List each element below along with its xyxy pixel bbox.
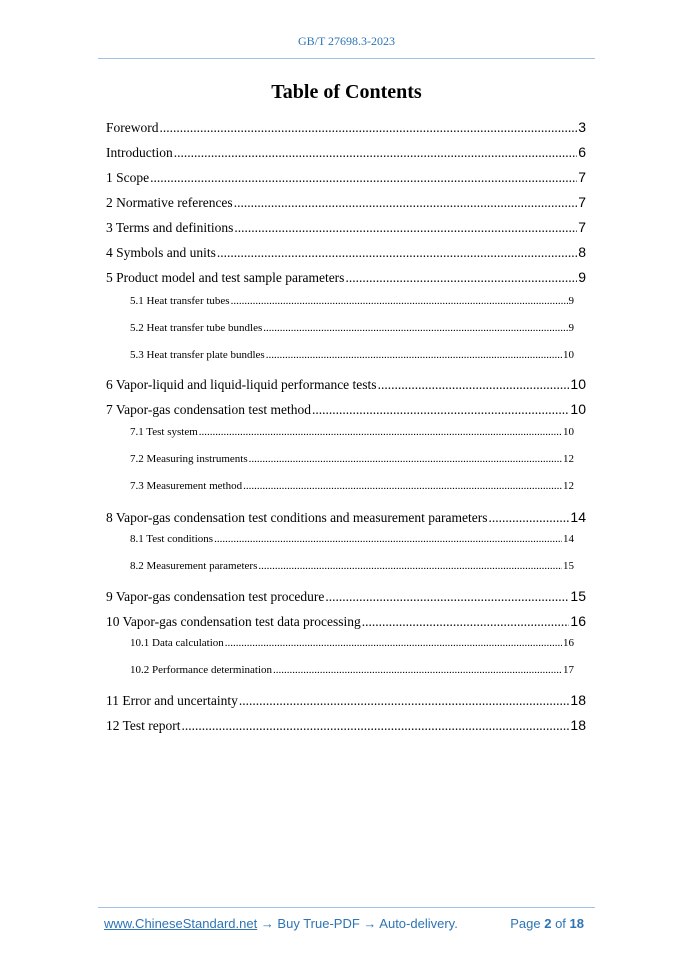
toc-page-number: 12 xyxy=(563,480,574,492)
toc-page-number: 8 xyxy=(578,244,586,260)
toc-page-number: 12 xyxy=(563,453,574,465)
toc-entry-7-3[interactable]: 7.3 Measurement method ..... 12 xyxy=(130,480,574,492)
toc-entry-data-processing[interactable]: 10 Vapor-gas condensation test data processing ..... 16 xyxy=(106,613,586,630)
toc-page-number: 16 xyxy=(570,613,586,629)
toc-page-number: 16 xyxy=(563,637,574,649)
page-footer xyxy=(104,916,584,931)
footer-promo xyxy=(104,916,458,931)
toc-entry-10-2[interactable]: 10.2 Performance determination ..... 17 xyxy=(130,664,574,676)
toc-entry-test-conditions[interactable]: 8 Vapor-gas condensation test conditions and measurement parameters ..... 14 xyxy=(106,509,586,526)
toc-page-number: 7 xyxy=(578,169,586,185)
toc-entry-test-method[interactable]: 7 Vapor-gas condensation test method ..... 10 xyxy=(106,401,586,418)
toc-entry-test-report[interactable]: 12 Test report ..... 18 xyxy=(106,717,586,734)
footer-divider xyxy=(98,907,595,908)
toc-page-number: 9 xyxy=(578,269,586,285)
toc-entry-introduction[interactable]: Introduction ..... 6 xyxy=(106,144,586,161)
toc-entry-product-model[interactable]: 5 Product model and test sample parameters ..... 9 xyxy=(106,269,586,286)
toc-entry-scope[interactable]: 1 Scope ..... 7 xyxy=(106,169,586,186)
toc-page-number: 9 xyxy=(568,322,574,334)
toc-page-number: 18 xyxy=(570,692,586,708)
toc-page-number: 14 xyxy=(563,533,574,545)
toc-entry-vapor-liquid[interactable]: 6 Vapor-liquid and liquid-liquid performance tests ..... 10 xyxy=(106,376,586,393)
toc-entry-symbols-units[interactable]: 4 Symbols and units ..... 8 xyxy=(106,244,586,261)
toc-entry-foreword[interactable]: Foreword ..... 3 xyxy=(106,119,586,136)
current-page: 2 xyxy=(544,916,552,931)
toc-page-number: 3 xyxy=(578,119,586,135)
toc-entry-5-3[interactable]: 5.3 Heat transfer plate bundles ..... 10 xyxy=(130,349,574,361)
toc-page-number: 9 xyxy=(568,295,574,307)
toc-page-number: 10 xyxy=(570,401,586,417)
toc-entry-8-2[interactable]: 8.2 Measurement parameters ..... 15 xyxy=(130,560,574,572)
header-divider xyxy=(98,58,595,59)
total-pages: 18 xyxy=(569,916,584,931)
footer-promo-text: → Buy True-PDF → Auto-delivery. xyxy=(257,916,458,931)
toc-page-number: 6 xyxy=(578,144,586,160)
toc-page-number: 10 xyxy=(570,376,586,392)
page-indicator: Page 2 of 18 xyxy=(510,916,584,931)
toc-entry-8-1[interactable]: 8.1 Test conditions ..... 14 xyxy=(130,533,574,545)
toc-entry-5-2[interactable]: 5.2 Heat transfer tube bundles ..... 9 xyxy=(130,322,574,334)
toc-entry-terms-definitions[interactable]: 3 Terms and definitions ..... 7 xyxy=(106,219,586,236)
toc-page-number: 10 xyxy=(563,426,574,438)
toc-page-number: 15 xyxy=(570,588,586,604)
toc-entry-7-2[interactable]: 7.2 Measuring instruments ..... 12 xyxy=(130,453,574,465)
toc-page-number: 18 xyxy=(570,717,586,733)
document-header: GB/T 27698.3-2023 xyxy=(297,34,396,48)
website-link[interactable]: www.ChineseStandard.net xyxy=(104,916,258,931)
toc-page-number: 15 xyxy=(563,560,574,572)
page-title: Table of Contents xyxy=(271,81,422,103)
toc-entry-10-1[interactable]: 10.1 Data calculation ..... 16 xyxy=(130,637,574,649)
toc-page-number: 14 xyxy=(570,509,586,525)
toc-entry-error-uncertainty[interactable]: 11 Error and uncertainty ..... 18 xyxy=(106,692,586,709)
toc-entry-test-procedure[interactable]: 9 Vapor-gas condensation test procedure ..... 15 xyxy=(106,588,586,605)
toc-entry-normative-references[interactable]: 2 Normative references ..... 7 xyxy=(106,194,586,211)
toc-page-number: 7 xyxy=(578,194,586,210)
toc-entry-5-1[interactable]: 5.1 Heat transfer tubes ..... 9 xyxy=(130,295,574,307)
toc-page-number: 17 xyxy=(563,664,574,676)
toc-entry-7-1[interactable]: 7.1 Test system ..... 10 xyxy=(130,426,574,438)
toc-page-number: 10 xyxy=(563,349,574,361)
toc-page-number: 7 xyxy=(578,219,586,235)
